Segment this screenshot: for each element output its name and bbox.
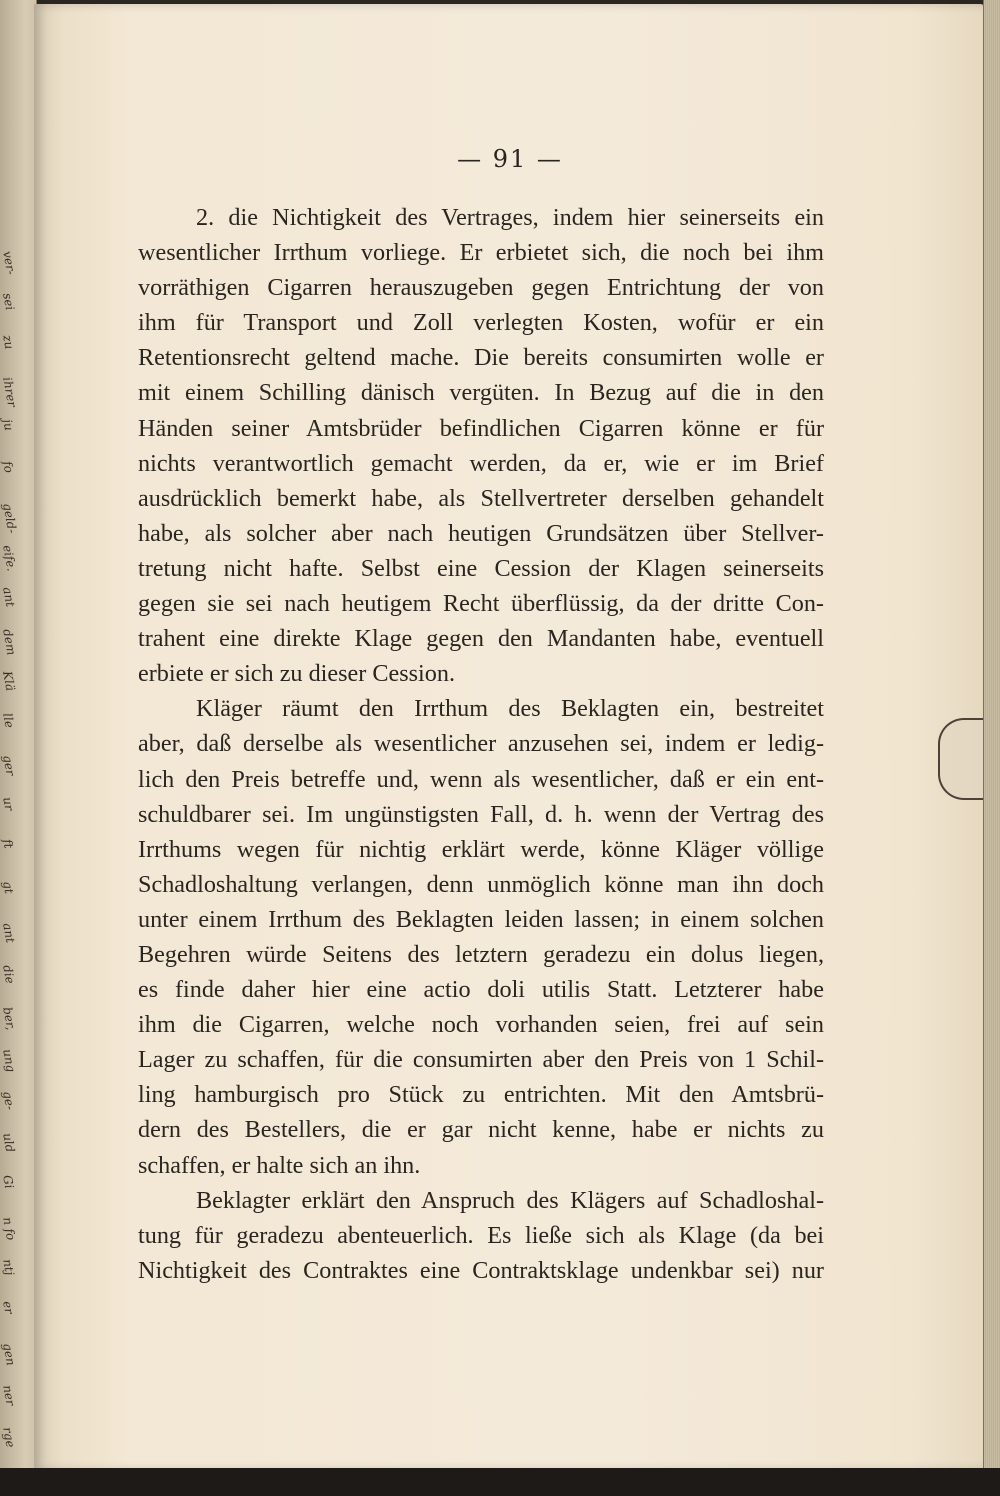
margin-fragment: dem bbox=[0, 628, 19, 657]
text-line: wesentlicher Irrthum vorliege. Er erbietet sich, die noch bei ihm bbox=[138, 239, 824, 267]
margin-fragment: ung bbox=[0, 1048, 19, 1074]
text-line: Händen seiner Amtsbrüder befindlichen Cigarren könne er für bbox=[138, 414, 824, 442]
margin-fragment: die bbox=[0, 964, 18, 985]
margin-fragment: rge bbox=[0, 1426, 18, 1449]
text-line: aber, daß derselbe als wesentlicher anzusehen sei, indem er ledig- bbox=[138, 730, 824, 758]
text-line: Schadloshaltung verlangen, denn unmöglich könne man ihn doch bbox=[138, 870, 824, 898]
text-line: gegen sie sei nach heutigem Recht überflüssig, da der dritte Con- bbox=[138, 590, 824, 618]
text-line: unter einem Irrthum des Beklagten leiden lassen; in einem solchen bbox=[138, 905, 824, 933]
margin-fragment: er bbox=[0, 1300, 17, 1316]
page-stack-edges bbox=[983, 0, 1000, 1496]
margin-fragment: gt bbox=[0, 880, 17, 895]
text-line: Nichtigkeit des Contraktes eine Contraktsklage undenkbar sei) nur bbox=[138, 1256, 824, 1284]
margin-fragment: ge- bbox=[0, 1090, 18, 1111]
margin-fragment: fo bbox=[0, 460, 17, 474]
text-line: Lager zu schaffen, für die consumirten aber den Preis von 1 Schil- bbox=[138, 1046, 824, 1074]
margin-fragment: zu bbox=[0, 334, 17, 351]
text-line: erbiete er sich zu dieser Cession. bbox=[138, 660, 456, 688]
margin-fragment: ihrer bbox=[0, 376, 20, 409]
text-line: ihm die Cigarren, welche noch vorhanden seien, frei auf sein bbox=[138, 1011, 824, 1039]
margin-fragment: ft bbox=[0, 838, 16, 850]
text-line: Retentionsrecht geltend mache. Die bereits consumirten wolle er bbox=[138, 344, 824, 372]
text-line: 2. die Nichtigkeit des Vertrages, indem hier seinerseits ein bbox=[196, 204, 824, 231]
text-line: schaffen, er halte sich an ihn. bbox=[138, 1151, 421, 1179]
margin-fragment: ver- bbox=[0, 250, 19, 276]
margin-fragment: geld- bbox=[0, 502, 20, 535]
text-line: tretung nicht hafte. Selbst eine Cession der Klagen seinerseits bbox=[138, 554, 824, 582]
margin-fragment: gen bbox=[0, 1342, 18, 1367]
margin-fragment: Klä bbox=[0, 670, 18, 693]
text-line: nichts verantwortlich gemacht werden, da er, wie er im Brief bbox=[138, 449, 824, 477]
text-line: Kläger räumt den Irrthum des Beklagten ein, bestreitet bbox=[196, 695, 824, 723]
scan-background-bottom bbox=[0, 1468, 1000, 1496]
text-line: mit einem Schilling dänisch vergüten. In Bezug auf die in den bbox=[138, 379, 824, 407]
margin-fragment: ber, bbox=[0, 1006, 18, 1032]
previous-page-edge bbox=[0, 0, 37, 1496]
margin-fragment: ner bbox=[0, 1384, 18, 1407]
text-line: ling hamburgisch pro Stück zu entrichten. Mit den Amtsbrü- bbox=[138, 1081, 824, 1109]
text-line: ausdrücklich bemerkt habe, als Stellvertreter derselben gehandelt bbox=[138, 484, 824, 512]
margin-fragment: eife. bbox=[0, 544, 19, 573]
text-line: tung für geradezu abenteuerlich. Es ließe sich als Klage (da bei bbox=[138, 1221, 824, 1249]
margin-fragment: ant bbox=[0, 586, 18, 608]
margin-fragment: Gi bbox=[0, 1174, 17, 1190]
margin-fragment: uld bbox=[0, 1132, 18, 1154]
text-line: dern des Bestellers, die er gar nicht kenne, habe er nichts zu bbox=[138, 1116, 824, 1144]
text-line: trahent eine direkte Klage gegen den Mandanten habe, eventuell bbox=[138, 625, 824, 653]
text-line: lich den Preis betreffe und, wenn als wesentlicher, daß er ein ent- bbox=[138, 765, 824, 793]
margin-fragment: ju bbox=[0, 418, 16, 432]
text-line: schuldbarer sei. Im ungünstigsten Fall, d. h. wenn der Vertrag des bbox=[138, 800, 824, 828]
text-line: vorräthigen Cigarren herauszugeben gegen Entrichtung der von bbox=[138, 274, 824, 302]
text-line: Begehren würde Seitens des letztern geradezu ein dolus liegen, bbox=[138, 940, 824, 968]
margin-fragment: ntj bbox=[0, 1258, 17, 1277]
page-number: — 91 — bbox=[457, 145, 563, 173]
margin-fragment: lle bbox=[0, 712, 17, 729]
text-line: Beklagter erklärt den Anspruch des Klägers auf Schadloshal- bbox=[196, 1186, 824, 1214]
margin-fragment: sei bbox=[0, 292, 17, 312]
margin-fragment: ur bbox=[0, 796, 17, 812]
text-line: es finde daher hier eine actio doli utilis Statt. Letzterer habe bbox=[138, 976, 824, 1004]
margin-fragment: ant bbox=[0, 922, 18, 944]
margin-fragment: n fo bbox=[0, 1216, 19, 1242]
text-line: ihm für Transport und Zoll verlegten Kosten, wofür er ein bbox=[138, 309, 824, 337]
page-body-text bbox=[138, 200, 824, 1288]
text-line: Irrthums wegen für nichtig erklärt werde, könne Kläger völlige bbox=[138, 835, 824, 863]
text-line: habe, als solcher aber nach heutigen Grundsätzen über Stellver- bbox=[138, 519, 824, 547]
book-page bbox=[34, 4, 986, 1470]
margin-fragment: ger bbox=[0, 754, 18, 777]
